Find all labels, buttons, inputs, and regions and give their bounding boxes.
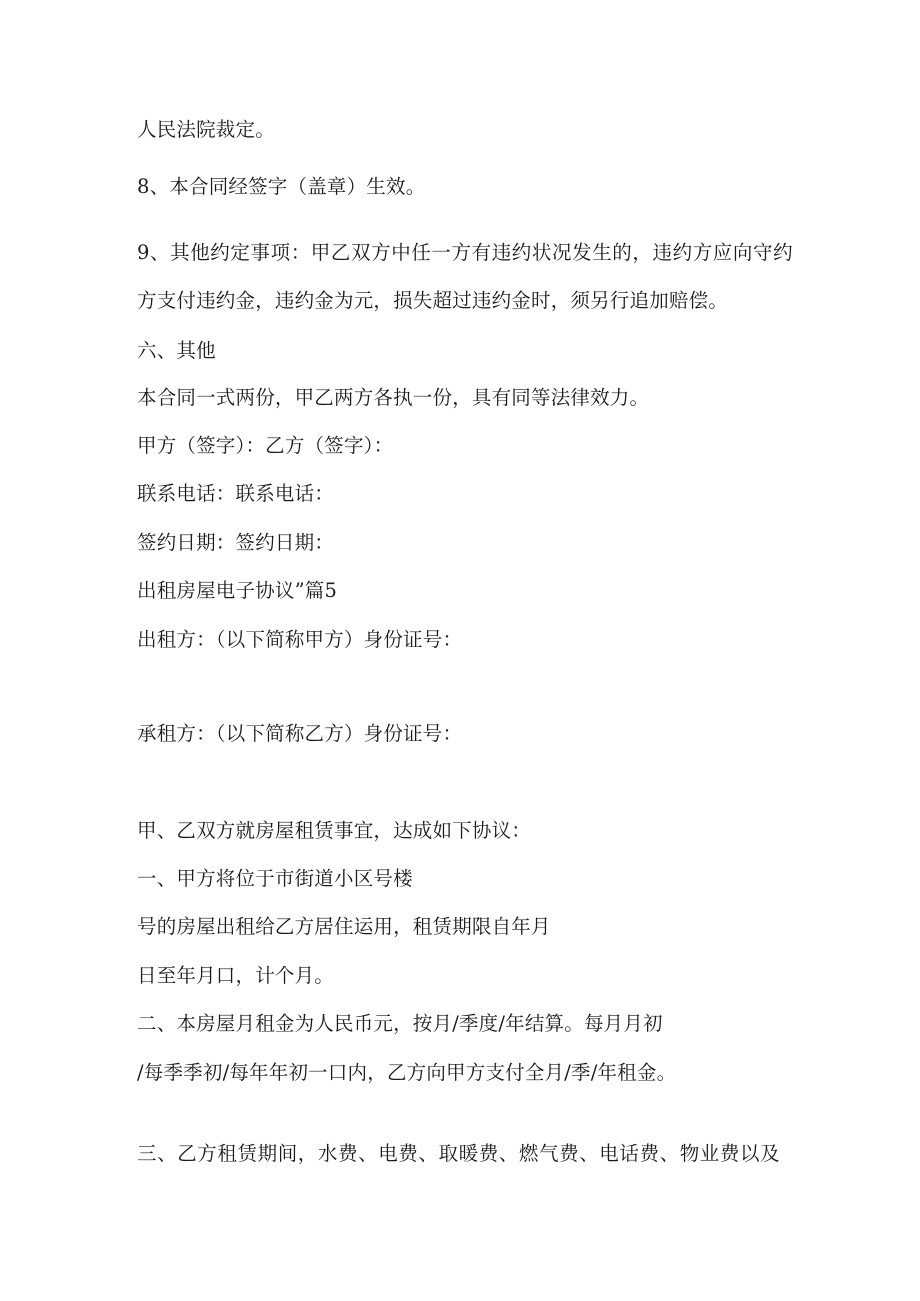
article-title: 出租房屋电子协议”篇5 [137,579,338,602]
contact-line: 联系电话：联系电话： [137,482,335,505]
text-line: 号的房屋出租给乙方居住运用，租赁期限自年月 [137,915,551,938]
clause-line: 二、本房屋月租金为人民币元，按月/季度/年结算。每月月初 [137,1012,663,1035]
lessor-line: 出租方：（以下简称甲方）身份证号： [137,628,463,651]
text-line: /每季季初/每年年初一口内，乙方向甲方支付全月/季/年租金。 [137,1061,677,1084]
text-line: 日至年月口，计个月。 [137,964,335,987]
clause-line: 一、甲方将位于市街道小区号楼 [137,867,413,890]
date-line: 签约日期：签约日期： [137,531,335,554]
text-line: 本合同一式两份，甲乙两方各执一份，具有同等法律效力。 [137,386,650,409]
text-line: 人民法院裁定。 [137,118,275,141]
text-line: 9、其他约定事项：甲乙双方中任一方有违约状况发生的，违约方应向守约 [137,241,794,264]
text-line: 甲、乙双方就房屋租赁事宜，达成如下协议： [137,819,532,842]
section-heading: 六、其他 [137,339,216,362]
lessee-line: 承租方：（以下简称乙方）身份证号： [137,722,463,745]
text-line: 方支付违约金，违约金为元，损失超过违约金时，须另行追加赔偿。 [137,289,729,312]
signature-line: 甲方（签字）：乙方（签字）： [137,434,394,457]
text-line: 8、本合同经签字（盖章）生效。 [137,175,426,198]
clause-line: 三、乙方租赁期间，水费、电费、取暖费、燃气费、电话费、物业费以及 [137,1142,781,1165]
